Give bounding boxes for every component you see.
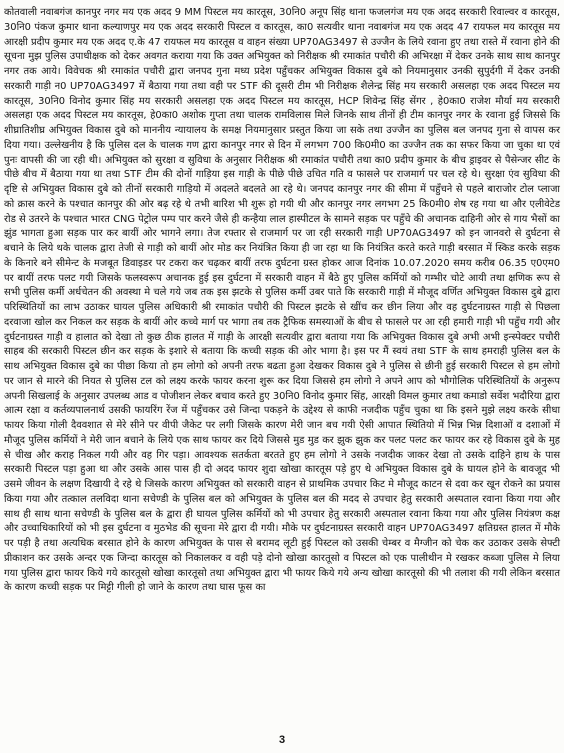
body-paragraph: कोतवाली नवाबगंज कानपुर नगर मय एक अदद 9 MM पिस्टल मय कारतूस, 30नि0 अनूप सिंह थाना फजलगंज मय एक अदद सरकारी रिवाल्वर व कारतूस, 30नि0 पंकज कुमार थाना कल्याणपुर मय एक अदद सरकारी पिस्टल व कारतूस, का0 सत्यवीर थाना नवाबगंज मय एक अदद 47 रायफल मय कारतूस मय आरक्षी प्रदीप कुमार मय एक अदद ए.के 47 रायफल मय कारतूस व वाहन संख्या UP70AG3497 से उज्जैन के लिये रवाना हुए तथा रास्ते में रवाना होने की सूचना मुझ पुलिस उपाधीक्षक को देकर अवगत कराया गया कि उक्त अभियुक्त को निरीक्षक श्री रमाकांत पचौरी की अभिरक्षा में देकर उनके साथ साथ कानपुर नगर तक आये। विवेचक श्री रमाकांत पचौरी द्वारा जनपद गुना मध्य प्रदेश पहुँचकर अभियुक्त विकास दुबे को नियमानुसार उनकी सुपुर्दगी में देकर उनकी सरकारी गाड़ी न0 UP70AG3497 में बैठाया गया तथा वही पर STF की दूसरी टीम भी निरीक्षक शैलेन्द्र सिंह मय सरकारी असलहा एक अदद पिस्टल मय कारतूस, 30नि0 विनोद कुमार सिंह मय सरकारी असलहा एक अदद पिस्टल मय कारतूस, HCP शिवेन्द्र सिंह सेंगर , हे0का0 राजेश मौर्या मय सरकारी असलहा एक अदद पिस्टल मय कारतूस, हे0का0 अशोक गुप्ता तथा चालक रामविलास मिले जिनके साथ तीनों ही टीम कानपुर नगर के रवाना हुई जिससे कि शीघ्रातिशीघ्र अभियुक्त विकास दुबे को माननीय न्यायालय के समक्ष नियमानुसार प्रस्तुत किया जा सके तथा उज्जैन का पुलिस बल जनपद गुना से वापस कर दिया गया। उल्लेखनीय है कि पुलिस दल के चालक गण द्वारा कानपुर नगर से दिन में लगभग 700 कि0मी0 का उज्जैन तक का सफर किया जा चुका था एवं पुनः वापसी की जा रही थी। अभियुक्त को सुरक्षा व सुविधा के अनुसार निरीक्षक श्री रमाकांत पचौरी तथा का0 प्रदीप कुमार के बीच ड्राइवर से पैसेन्जर सीट के पीछे बीच में बैठाया गया था तथा STF टीम की दोनों गाड़िया इस गाड़ी के पीछे पीछे उचित गति व फासले पर राजमार्ग पर चल रहे थे। सुरक्षा एंव सुविधा की दृष्टि से अभियुक्त विकास दुबे को तीनों सरकारी गाड़ियो में अदलते बदलते आ रहे थे। जनपद कानपुर नगर की सीमा में पहुँचने से पहले बाराजोर टोल प्लाजा को क्रास करने के पश्चात कानपुर की ओर बढ़ रहे थे तभी बारिश भी शुरू हो गयी थी और कानपुर नगर लगभग 25 कि0मी0 शेष रह गया था और एलीवेटेड रोड से उतरने के पश्चात भारत CNG पेट्रोल पम्प पार करने जैसे ही कन्हैया लाल हास्पीटल के सामने सड़क पर पहुँचे की अचानक दाहिनी ओर से गाय भैसों का झुंड भागता हुआ सड़क पार कर बायीं ओर भागने लगा। तेज रफ्तार से राजमार्ग पर जा रही सरकारी गाड़ी UP70AG3497 को इन जानवरो से दुर्घटना से बचाने के लिये थके चालक द्वारा तेजी से गाड़ी को बायीं ओर मोड कर नियंत्रित किया ही जा रहा था कि नियंत्रित करते करते गाड़ी बरसात में स्किड करके सड़क के किनारे बने सीमेन्ट के मजबूत डिवाइडर पर टकरा कर चढ़कर बायीं तरफ दुर्घटना ग्रस्त होकर आज दिनांक 10.07.2020 समय करीब 06.35 ए0एम0 पर बायीं तरफ पलट गयी जिसके फलस्वरूप अचानक हुई इस दुर्घटना में सरकारी वाहन में बैठे हुए पुलिस कर्मियों को गम्भीर चोटे आयी तथा क्षणिक रूप से सभी पुलिस कर्मी अर्धचेतन की अवस्था मे चले गये जब तक इस झटके से पुलिस कर्मी उबर पाते कि सरकारी गाड़ी में मौजूद वर्णित अभियुक्त विकास दुबे द्वारा परिस्थितियों का लाभ उठाकर घायल पुलिस अधिकारी श्री रमाकांत पचौरी की पिस्टल झटके से खींच कर छीन लिया और वह दुर्घटनाग्रस्त गाड़ी से पिछला दरवाजा खोल कर निकल कर सड़क के बायीं ओर कच्चे मार्ग पर भागा तब तक ट्रैफिक समस्याओं के बीच से फासले पर आ रही हमारी गाड़ी भी पहुँच गयी और दुर्घटनाग्रस्त गाड़ी व हालात को देखा तो कुछ ठीक हालत में गाड़ी के आरक्षी सत्यवीर द्वारा बताया गया कि अभियुक्त विकास दुबे अभी अभी इन्स्पेक्टर पचौरी साहब की सरकारी पिस्टल छीन कर सड़क के इशारे से बताया कि कच्ची सड़क की ओर भागा है। इस पर मैं स्वयं तथा STF के साथ हमराही पुलिस बल के साथ अभियुक्त विकास दुबे का पीछा किया तो हम लोगो को अपनी तरफ बढता हुआ देखकर विकास दुबे ने पुलिस से छीनी हुई सरकारी पिस्टल से हम लोगो पर जान से मारने की नियत से पुलिस टल को लक्ष्य करके फायर करना शुरू कर दिया जिससे हम लोगो ने अपने आप को भौगोलिक परिस्थितियों के अनुरूप अपनी सिखलाई के अनुसार उपलब्ध आड व पोजीशन लेकर बचाव करते हुए 30नि0 विनोद कुमार सिंह, आरक्षी विमल कुमार तथा कमाडो सर्वेश भदौरिया द्वारा आत्म रक्षा व कर्तव्यपालनार्थ उसकी फायरिंग रेंज में पहुँचकर उसे जिन्दा पकड़ने के उद्देश्य से काफी नजदीक पहुँच चुका था कि इसने मुझे लक्ष्य करके सीधा फायर किया गोली दैववशात से मेरे सीने पर वीपी जैकेट पर लगी जिसके कारण मेरी जान बच गयी ऐसी आपात स्थितियो में भिन्न भिन्न दिशाओं व दशाओं में मौजूद पुलिस कर्मियों ने मेरी जान बचाने के लिये एक साथ फायर कर दिये जिससे मुड मुड कर झुक झुक कर पलट पलट कर फायर कर रहे विकास दुबे के मुह से चीख और कराह निकल गयी और वह गिर पड़ा। आवश्यक सतर्कता बरतते हुए हम लोगो ने उसके नजदीक जाकर देखा तो उसके दाहिने हाथ के पास सरकारी पिस्टल पड़ा हुआ था और उसके आस पास ही दो अदद फायर शुदा खोखा कारतूस पड़े हुए थे अभियुक्त विकास दुबे के घायल होने के बावजूद भी उसमे जीवन के लक्षण दिखायी दे रहे थे जिसके कारण अभियुक्त को सरकारी वाहन से प्राथमिक उपचार किट मे मौजूद काटन से दवा कर खून रोकने का प्रयास किया गया और तत्काल तलविदा थाना सचेण्डी के पुलिस बल को अभियुक्त के पुलिस बल की मदद से उपचार हेतु सरकारी अस्पताल रवाना किया गया और साथ ही साथ थाना सचेण्डी के पुलिस बल के द्वारा ही घायल पुलिस कर्मियों को भी उपचार हेतु सरकारी अस्पताल रवाना किया गया और पुलिस नियंत्रण कक्ष और उच्चाधिकारियों को भी इस दुर्घटना व मुठभेड की सूचना मेरे द्वारा दी गयी। मौके पर दुर्घटनाग्रस्त सरकारी वाहन UP70AG3497 क्षतिग्रस्त हालत में मौके पर पड़ी है तथा अत्यधिक बरसात होने के कारण अभियुक्त के पास से बरामद लूटी हुई पिस्टल को उसकी चेम्बर व मैग्जीन को चेक कर उठाकर उसके सेफ्टी प्रीकाशन कर उसके अन्दर एक जिन्दा कारतूस को निकालकर व वही पड़े दोनो खोखा कारतूसो व पिस्टल को एक पालीथीन मे रखकर कब्जा पुलिस मे लिया गया पुलिस द्वारा फायर किये गये कारतूसो खोखा कारतूसो तथा अभियुक्त द्वारा भी फायर किये गये अन्य खोखा कारतूसो की भी तलाश की गयी लेकिन बरसात के कारण कच्ची सड़क पर मिट्टी गीली हो जाने के कारण तथा घास फूस का — [4, 7, 560, 594]
page-number: 3 — [278, 734, 286, 746]
